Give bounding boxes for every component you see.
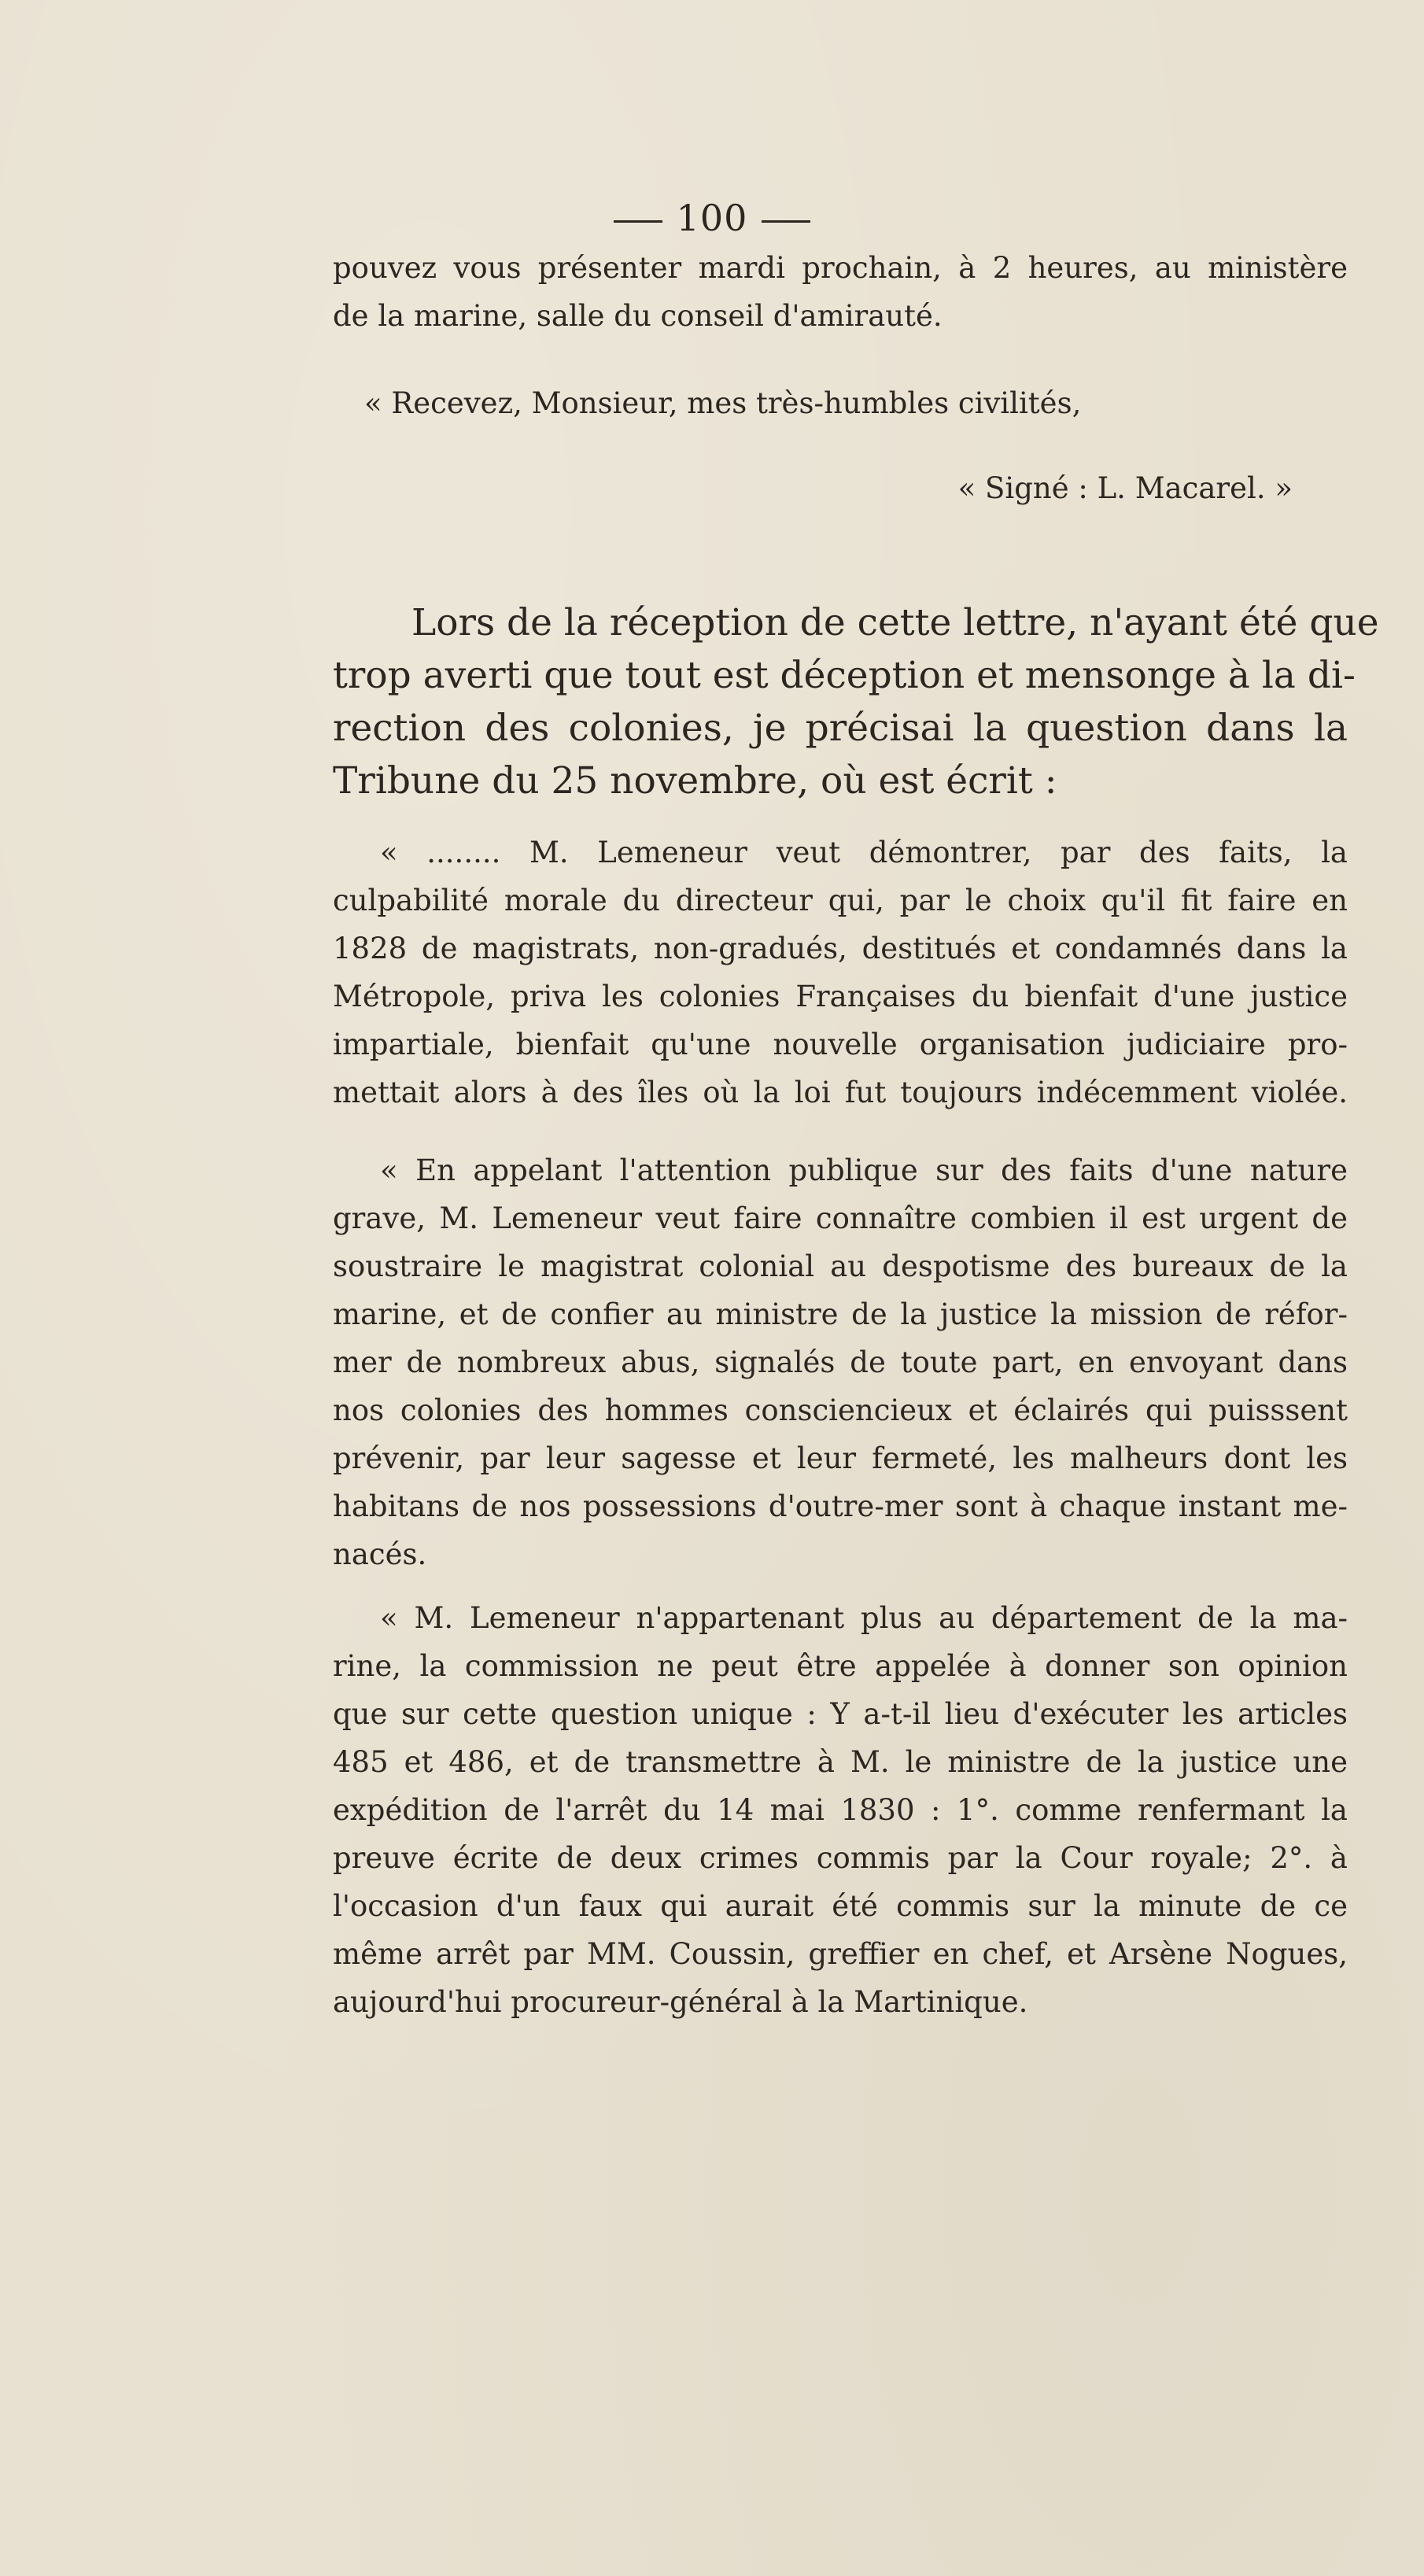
quoted-paragraph xyxy=(333,1146,1348,1578)
text-line: mettait alors à des îles où la loi fut toujours indécemment violée. xyxy=(333,1076,1348,1109)
text-line: même arrêt par MM. Coussin, greffier en chef, et Arsène Nogues, xyxy=(333,1937,1348,1971)
text-line: soustraire le magistrat colonial au despotisme des bureaux de la xyxy=(333,1249,1348,1283)
page-number xyxy=(0,197,1424,239)
text-line: pouvez vous présenter mardi prochain, à 2 heures, au ministère xyxy=(333,251,1348,285)
page-number-text: 100 xyxy=(676,197,748,239)
text-line: preuve écrite de deux crimes commis par la Cour royale; 2°. à xyxy=(333,1841,1348,1875)
text-line: « Recevez, Monsieur, mes très-humbles civilités, xyxy=(364,386,1082,420)
text-line: « ........ M. Lemeneur veut démontrer, par des faits, la xyxy=(380,836,1348,869)
text-line: marine, et de confier au ministre de la justice la mission de réfor- xyxy=(333,1297,1348,1331)
text-line: que sur cette question unique : Y a-t-il lieu d'exécuter les articles xyxy=(333,1697,1348,1731)
letter-closing xyxy=(333,379,1348,427)
text-line: « Signé : L. Macarel. » xyxy=(957,471,1293,505)
text-line: culpabilité morale du directeur qui, par le choix qu'il fit faire en xyxy=(333,884,1348,917)
right-dash xyxy=(762,220,810,223)
text-line: nacés. xyxy=(333,1537,427,1571)
text-line: rine, la commission ne peut être appelée à donner son opinion xyxy=(333,1649,1348,1683)
text-line: Métropole, priva les colonies Françaises du bienfait d'une justice xyxy=(333,980,1348,1013)
text-line: « M. Lemeneur n'appartenant plus au département de la ma- xyxy=(380,1601,1348,1635)
text-line: mer de nombreux abus, signalés de toute part, en envoyant dans xyxy=(333,1345,1348,1379)
left-dash xyxy=(614,220,662,223)
text-line: de la marine, salle du conseil d'amirauté. xyxy=(333,299,943,333)
body-paragraph xyxy=(333,596,1379,807)
text-line: 1828 de magistrats, non-gradués, destitués et condamnés dans la xyxy=(333,932,1348,965)
quoted-paragraph xyxy=(333,829,1348,1116)
letter-continuation-paragraph xyxy=(333,244,1348,340)
text-line: aujourd'hui procureur-général à la Martinique. xyxy=(333,1985,1028,2019)
text-line: trop averti que tout est déception et mensonge à la di- xyxy=(333,654,1356,697)
text-line: nos colonies des hommes consciencieux et éclairés qui puisssent xyxy=(333,1393,1348,1427)
text-line: « En appelant l'attention publique sur des faits d'une nature xyxy=(380,1153,1348,1187)
quoted-paragraph xyxy=(333,1594,1348,2026)
letter-signature xyxy=(333,464,1348,512)
text-line: 485 et 486, et de transmettre à M. le ministre de la justice une xyxy=(333,1745,1348,1779)
text-line: prévenir, par leur sagesse et leur fermeté, les malheurs dont les xyxy=(333,1441,1348,1475)
text-line: expédition de l'arrêt du 14 mai 1830 : 1°. comme renfermant la xyxy=(333,1793,1348,1827)
text-line: Tribune du 25 novembre, où est écrit : xyxy=(333,759,1057,803)
text-line: Lors de la réception de cette lettre, n'ayant été que xyxy=(411,601,1379,644)
text-line: l'occasion d'un faux qui aurait été commis sur la minute de ce xyxy=(333,1889,1348,1923)
text-line: rection des colonies, je précisai la question dans la xyxy=(333,707,1348,750)
text-line: impartiale, bienfait qu'une nouvelle organisation judiciaire pro- xyxy=(333,1028,1348,1061)
text-line: habitans de nos possessions d'outre-mer sont à chaque instant me- xyxy=(333,1489,1348,1523)
text-line: grave, M. Lemeneur veut faire connaître combien il est urgent de xyxy=(333,1201,1348,1235)
